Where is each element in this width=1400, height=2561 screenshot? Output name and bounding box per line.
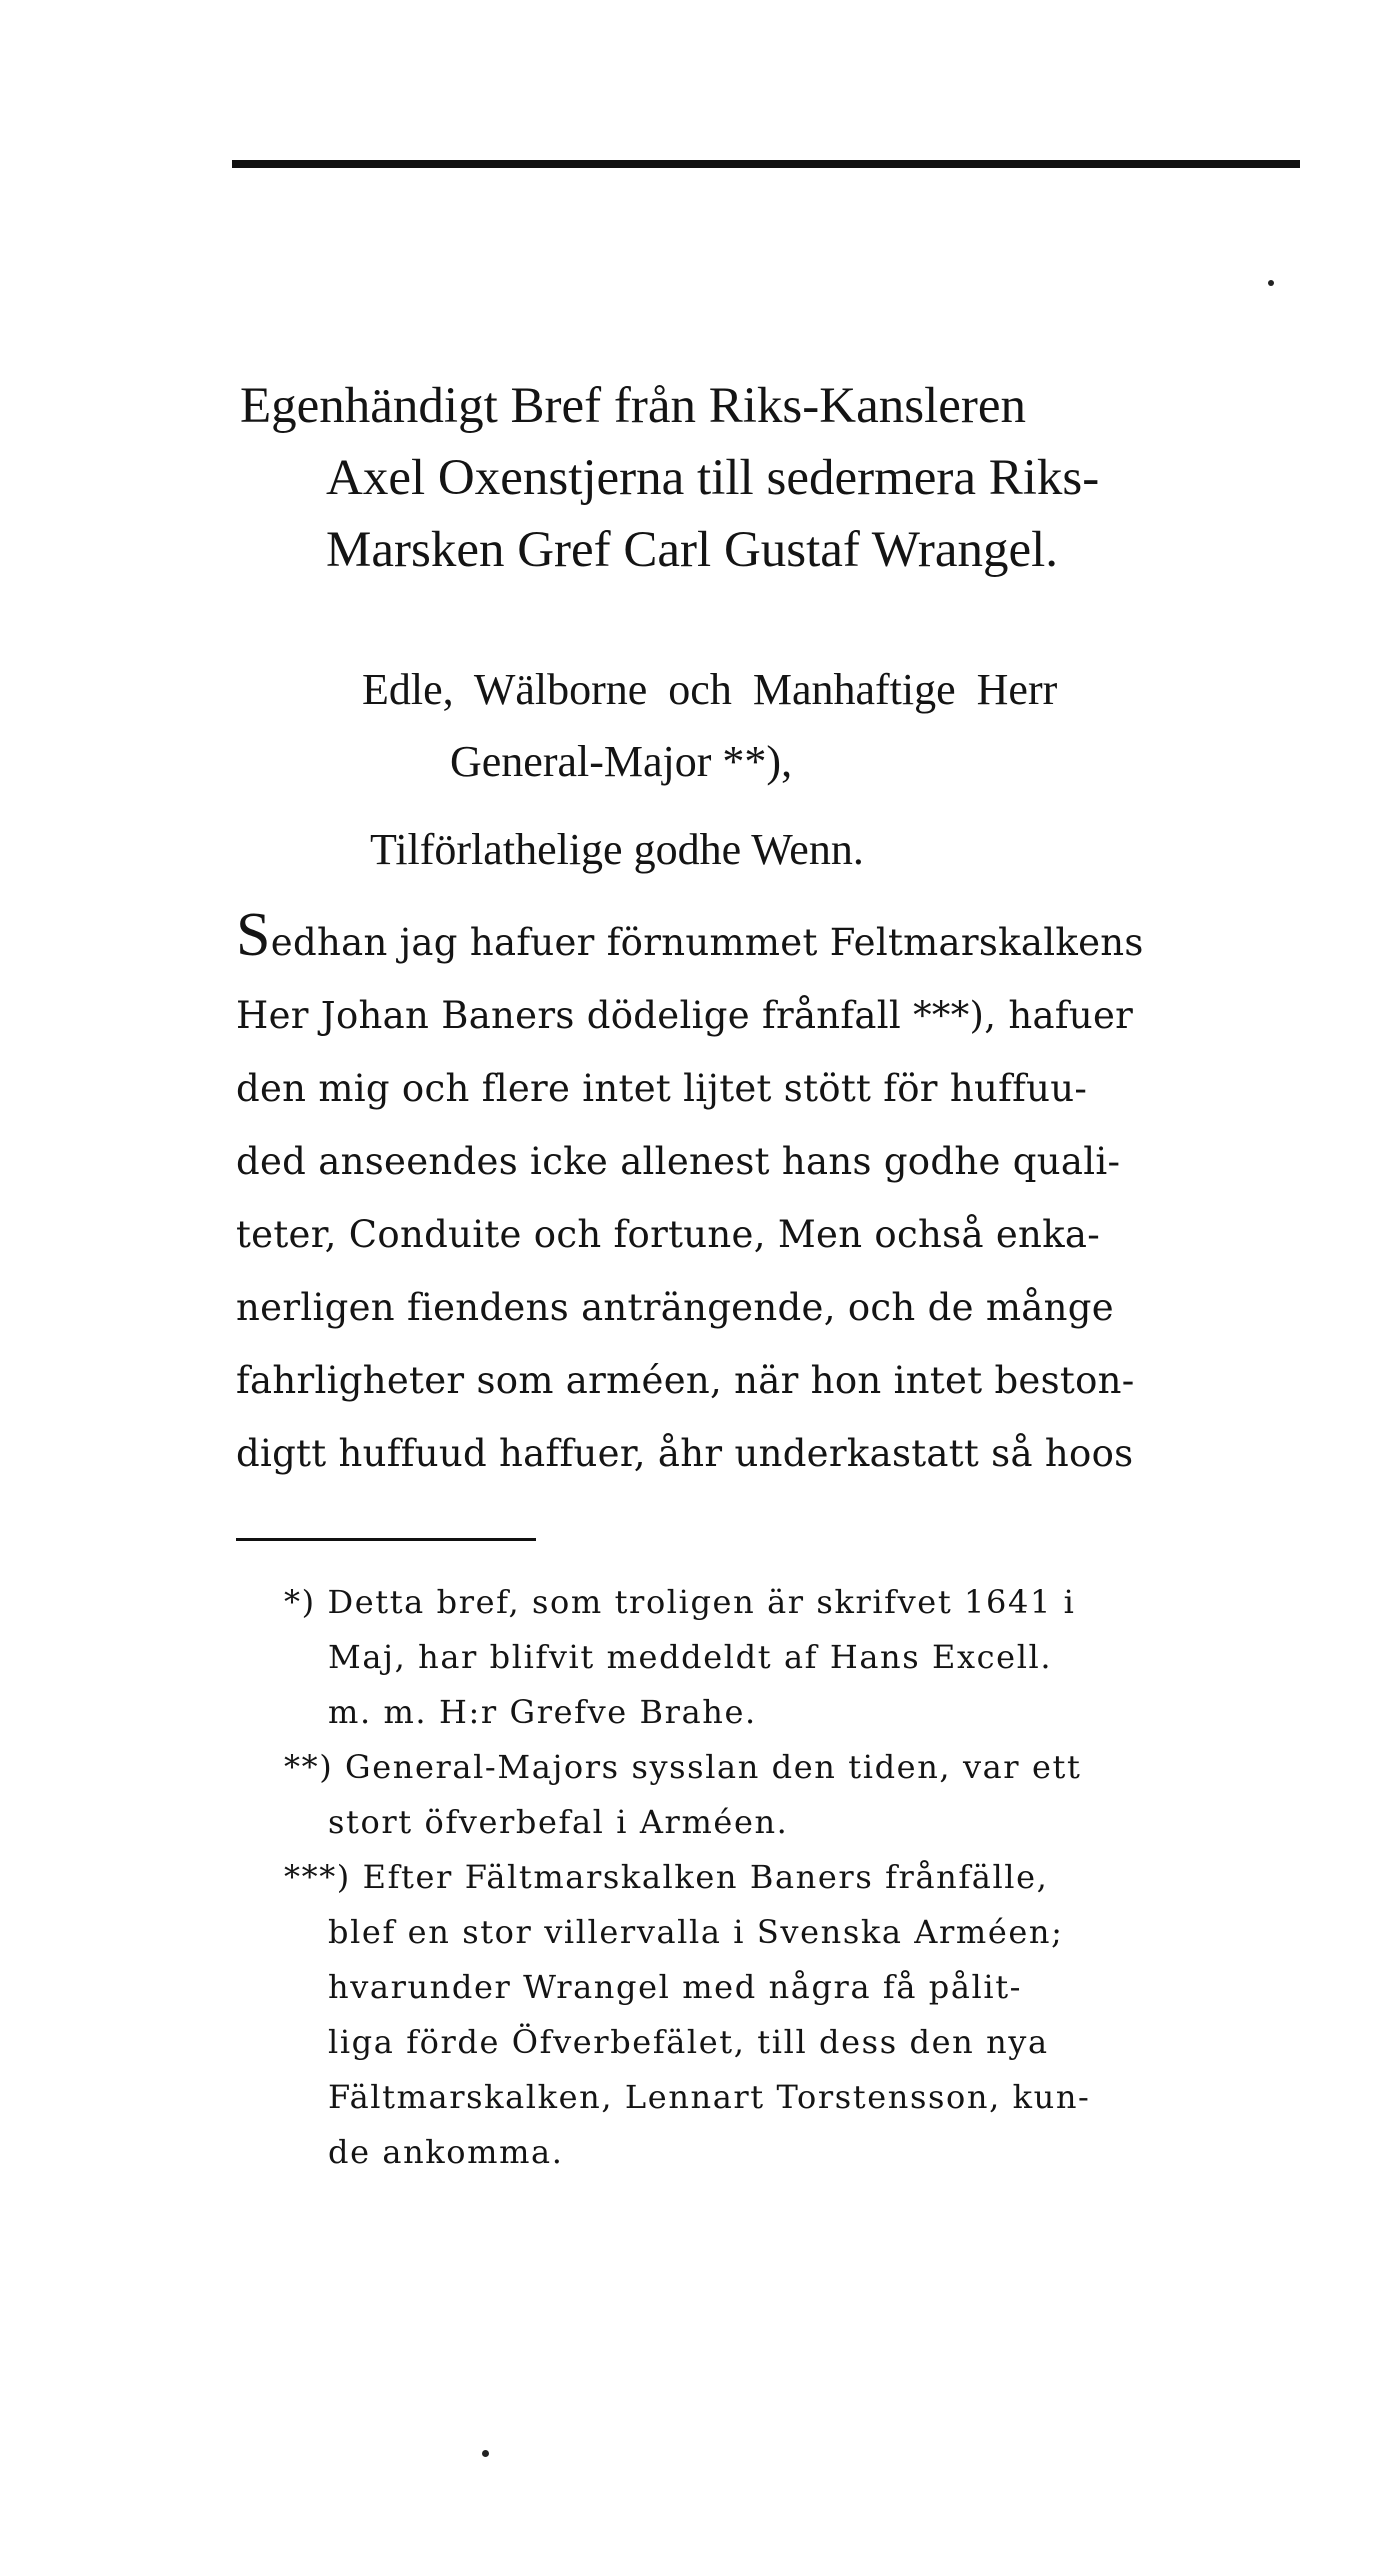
footnote-line: stort öfverbefal i Arméen. xyxy=(328,1803,789,1841)
footnote-line: m. m. H:r Grefve Brahe. xyxy=(328,1693,757,1731)
footnote-rule xyxy=(236,1538,536,1541)
title-line: Marsken Gref Carl Gustaf Wrangel. xyxy=(326,522,1059,578)
footnote-1 xyxy=(236,1575,1306,1740)
letter-title xyxy=(240,370,1310,586)
body-line: ded anseendes icke allenest hans godhe quali- xyxy=(236,1140,1121,1183)
footnote-line: ***) Efter Fältmarskalken Baners frånfälle, xyxy=(284,1858,1049,1896)
body-line: nerligen fiendens anträngende, och de månge xyxy=(236,1286,1114,1329)
top-rule xyxy=(232,160,1300,168)
body-line: Her Johan Baners dödelige frånfall ***), hafuer xyxy=(236,994,1134,1037)
footnote-line: Fältmarskalken, Lennart Torstensson, kun- xyxy=(328,2078,1091,2116)
salutation xyxy=(240,654,1310,886)
footnote-line: *) Detta bref, som troligen är skrifvet 1641 i xyxy=(284,1583,1076,1621)
footnote-line: **) General-Majors sysslan den tiden, var ett xyxy=(284,1748,1082,1786)
footnote-line: blef en stor villervalla i Svenska Arméen; xyxy=(328,1913,1064,1951)
body-line: den mig och flere intet lijtet stött för huffuu- xyxy=(236,1067,1088,1110)
body-line: fahrligheter som arméen, när hon intet beston- xyxy=(236,1359,1135,1402)
title-line: Axel Oxenstjerna till sedermera Riks- xyxy=(326,450,1100,506)
drop-cap: S xyxy=(236,901,271,969)
ink-speck xyxy=(1268,280,1274,286)
salutation-line: Tilförlathelige godhe Wenn. xyxy=(370,825,864,874)
body-line xyxy=(236,901,1306,979)
footnotes xyxy=(236,1575,1306,2180)
salutation-line: Edle, Wälborne och Manhaftige Herr xyxy=(362,665,1058,714)
footnote-3 xyxy=(236,1850,1306,2180)
ink-speck xyxy=(482,2450,489,2457)
footnote-line: hvarunder Wrangel med några få pålit- xyxy=(328,1968,1023,2006)
body-line: teter, Conduite och fortune, Men ochså enka- xyxy=(236,1213,1101,1256)
footnote-line: liga förde Öfverbefälet, till dess den nya xyxy=(328,2023,1049,2061)
footnote-line: de ankomma. xyxy=(328,2133,564,2171)
title-line: Egenhändigt Bref från Riks-Kansleren xyxy=(240,378,1026,434)
letter-body xyxy=(236,901,1306,1490)
body-line-text: edhan jag hafuer förnummet Feltmarskalkens xyxy=(270,921,1144,964)
footnote-line: Maj, har blifvit meddeldt af Hans Excell. xyxy=(328,1638,1053,1676)
footnote-2 xyxy=(236,1740,1306,1850)
salutation-line: General-Major **), xyxy=(450,737,793,786)
body-line: digtt huffuud haffuer, åhr underkastatt så hoos xyxy=(236,1432,1134,1475)
